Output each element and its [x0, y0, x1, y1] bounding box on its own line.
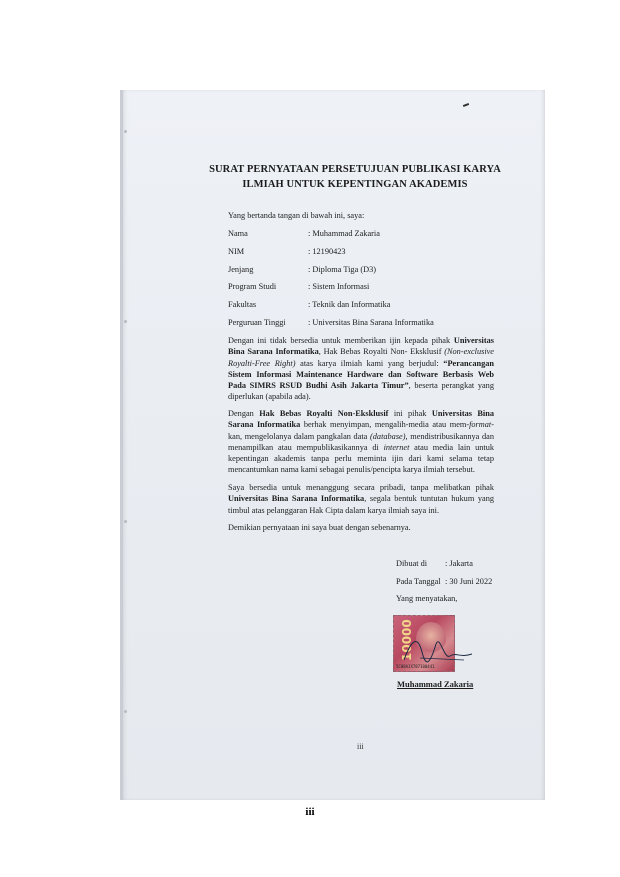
paragraph-1	[228, 335, 494, 403]
place-value: : Jakarta	[445, 559, 473, 568]
p2-h: (database)	[370, 431, 406, 441]
edge-dot	[124, 320, 127, 323]
p3-b: Universitas Bina Sarana Informatika	[228, 494, 365, 504]
scan-edge	[120, 90, 123, 800]
handwritten-signature	[400, 630, 480, 670]
field-value-program-studi: : Sistem Informasi	[308, 282, 370, 291]
page-number: iii	[305, 806, 315, 818]
p1-c: , Hak Bebas Royalti Non- Eksklusif	[318, 347, 445, 357]
intro-text: Yang bertanda tangan di bawah ini, saya:	[228, 211, 365, 220]
edge-dot	[124, 710, 127, 713]
field-label-fakultas: Fakultas	[228, 300, 257, 309]
field-value-fakultas: : Teknik dan Informatika	[308, 300, 391, 309]
p1-g: , beserta perangkat yang diperlukan (apabila ada).	[228, 381, 494, 402]
p3-c: , segala bentuk tuntutan hukum yang timbul atas pelanggaran Hak Cipta dalam karya ilmiah saya ini.	[228, 494, 495, 515]
p2-g: -kan, mengelolanya dalam pangkalan data	[228, 420, 494, 441]
p1-d: (Non-exclusive Royalti-Free Right)	[228, 347, 494, 368]
scanned-page-number: iii	[357, 742, 364, 751]
field-label-jenjang: Jenjang	[228, 265, 254, 274]
field-value-nama: : Muhammad Zakaria	[308, 229, 380, 238]
ink-mark	[463, 103, 469, 107]
p1-e: atas karya ilmiah kami yang berjudul:	[295, 358, 444, 368]
p2-a: Dengan	[228, 409, 260, 418]
p2-c: ini pihak	[388, 409, 432, 418]
date-label: Pada Tanggal	[396, 577, 441, 586]
p2-d: Universitas Bina Sarana Informatika	[228, 409, 494, 430]
field-label-program-studi: Program Studi	[228, 282, 277, 291]
signer-name: Muhammad Zakaria	[397, 679, 474, 689]
field-label-nama: Nama	[228, 229, 248, 238]
paragraph-3	[228, 482, 494, 516]
p2-j: internet	[383, 442, 410, 452]
field-value-perguruan-tinggi: : Universitas Bina Sarana Informatika	[308, 318, 434, 327]
place-label: Dibuat di	[396, 559, 428, 568]
stamp-value: 10000	[400, 619, 414, 661]
field-value-nim: : 12190423	[308, 247, 346, 256]
paragraph-4: Demikian pernyataan ini saya buat dengan sebenarnya.	[228, 523, 411, 532]
edge-dot	[124, 520, 127, 523]
field-label-nim: NIM	[228, 247, 245, 256]
closing-text: Yang menyatakan,	[396, 594, 458, 603]
field-value-jenjang: : Diploma Tiga (D3)	[308, 265, 376, 274]
p1-b: Universitas Bina Sarana Informatika	[228, 336, 494, 357]
title-line-2: ILMIAH UNTUK KEPENTINGAN AKADEMIS	[242, 179, 468, 190]
p2-e: berhak menyimpan, mengalih-media atau mem-	[300, 420, 470, 430]
stamp-serial: 5C08AJX787100441	[396, 664, 435, 669]
document-title	[205, 162, 505, 192]
p2-i: , mendistribusikannya dan menampilkan atau mempublikasikannya di	[228, 431, 494, 452]
date-value: : 30 Juni 2022	[445, 577, 493, 586]
scanned-page	[120, 90, 545, 800]
p2-f: format	[469, 420, 492, 430]
p1-f: “Perancangan Sistem Informasi Maintenance Hardware dan Software Berbasis Web Pada SIMRS RSUD Budhi Asih Jakarta Timur”	[228, 358, 494, 391]
field-label-perguruan-tinggi: Perguruan Tinggi	[228, 318, 286, 327]
p2-b: Hak Bebas Royalti Non-Eksklusif	[259, 409, 389, 418]
edge-dot	[124, 130, 127, 133]
p3-a: Saya bersedia untuk menanggung secara pribadi, tanpa melibatkan pihak	[228, 483, 494, 492]
paragraph-2	[228, 408, 494, 476]
p2-k: atau media lain untuk kepentingan akademis tanpa perlu meminta ijin dari kami selama tetap mencantumkan nama kami sebagai penulis/pencipta karya ilmiah tersebut.	[228, 442, 494, 475]
title-line-1: SURAT PERNYATAAN PERSETUJUAN PUBLIKASI KARYA	[209, 164, 501, 175]
p1-a: Dengan ini tidak bersedia untuk memberikan ijin kepada pihak	[228, 336, 454, 345]
